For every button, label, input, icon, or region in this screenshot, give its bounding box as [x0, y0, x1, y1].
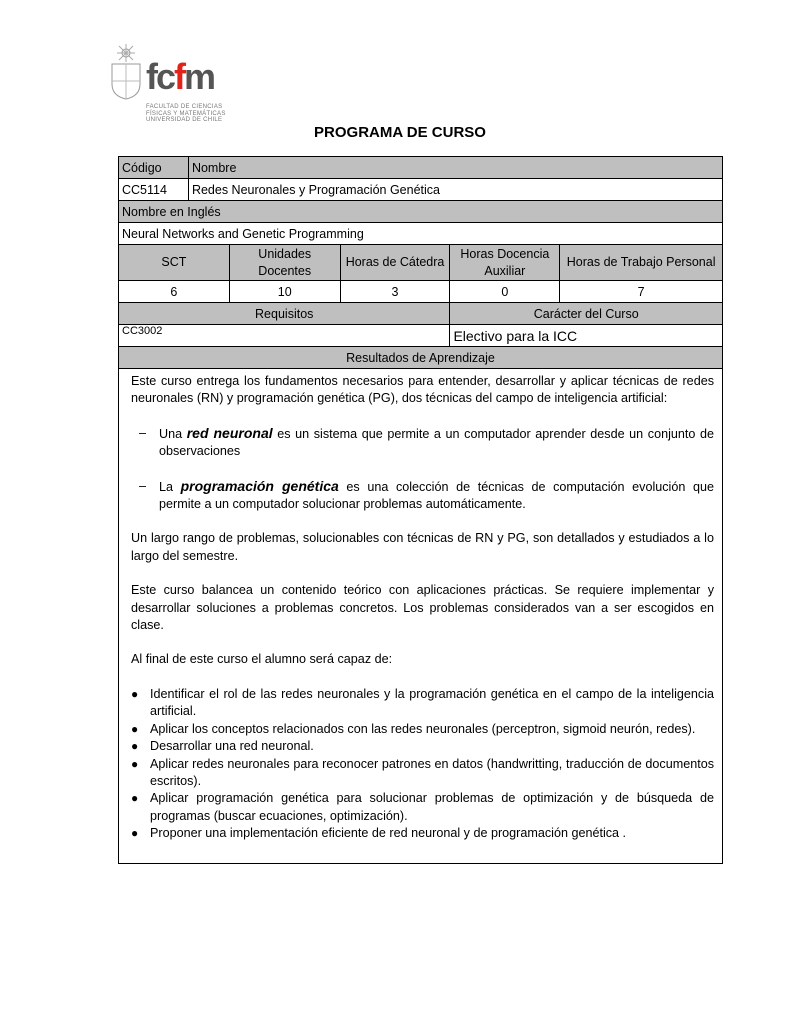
paragraph: Un largo rango de problemas, solucionables con técnicas de RN y PG, son detallados y estudiados a lo largo del semestre. [131, 531, 714, 563]
logo-wordmark: fcfm [146, 56, 215, 97]
resultados-content [119, 369, 723, 864]
resultados-label: Resultados de Aprendizaje [119, 347, 723, 369]
dash-marker: – [139, 478, 147, 493]
item-text: Aplicar los conceptos relacionados con las redes neuronales (perceptron, sigmoid neurón, redes). [150, 721, 696, 736]
bullet-icon: ● [131, 791, 139, 806]
personal-header: Horas de Trabajo Personal [560, 245, 723, 281]
list-item [131, 825, 714, 842]
requisitos-label: Requisitos [119, 303, 450, 325]
dash-marker: – [139, 425, 147, 440]
requisitos-value: CC3002 [119, 325, 450, 347]
fcfm-logo [108, 44, 233, 128]
university-crest-icon [108, 44, 144, 100]
item-text: Aplicar programación genética para solucionar problemas de optimización y de búsqueda de programas (buscar ecuaciones, optimización). [150, 791, 714, 823]
caracter-label: Carácter del Curso [450, 303, 723, 325]
bullet-icon: ● [131, 756, 139, 771]
caracter-value: Electivo para la ICC [450, 325, 723, 347]
bullet-icon: ● [131, 686, 139, 701]
codigo-label: Código [119, 157, 189, 179]
text: es un sistema que permite a un computador aprender desde un conjunto de observaciones [159, 426, 715, 459]
list-item [131, 756, 714, 791]
bullet-icon: ● [131, 826, 139, 841]
list-item [131, 790, 714, 825]
list-item [131, 738, 714, 755]
definition-item [139, 425, 714, 461]
paragraph: Este curso balancea un contenido teórico con aplicaciones prácticas. Se requiere implementar y desarrollar soluciones a problemas concretos. Los problemas considerados van a ser escogidos en clase. [131, 583, 714, 633]
unidades-header: Unidades Docentes [229, 245, 340, 281]
course-table [118, 156, 723, 864]
item-text: Identificar el rol de las redes neuronales y la programación genética en el campo de la inteligencia artificial. [150, 686, 714, 719]
personal-value: 7 [560, 281, 723, 303]
list-item [131, 686, 714, 721]
list-item [131, 721, 714, 738]
bullet-icon: ● [131, 739, 139, 754]
outcomes-list [131, 686, 714, 843]
intro-paragraph: Este curso entrega los fundamentos necesarios para entender, desarrollar y aplicar técnicas de redes neuronales (RN) y programación genética (PG), dos técnicas del campo de inteligencia artificial: [131, 374, 714, 406]
catedra-header: Horas de Cátedra [340, 245, 450, 281]
item-text: Desarrollar una red neuronal. [150, 739, 314, 754]
text: La [159, 479, 181, 494]
item-text: Proponer una implementación eficiente de red neuronal y de programación genética . [150, 826, 627, 841]
auxiliar-value: 0 [450, 281, 560, 303]
auxiliar-header: Horas Docencia Auxiliar [450, 245, 560, 281]
unidades-value: 10 [229, 281, 340, 303]
logo-subtitle: FACULTAD DE CIENCIAS FÍSICAS Y MATEMÁTICAS UNIVERSIDAD DE CHILE [146, 104, 226, 123]
nombre-label: Nombre [188, 157, 722, 179]
sct-header: SCT [119, 245, 230, 281]
nombre-value: Redes Neuronales y Programación Genética [188, 179, 722, 201]
page-title: PROGRAMA DE CURSO [314, 124, 486, 141]
item-text: Aplicar redes neuronales para reconocer patrones en datos (handwritting, traducción de documentos escritos). [150, 756, 714, 788]
emphasis: red neuronal [186, 424, 273, 441]
paragraph: Al final de este curso el alumno será capaz de: [131, 652, 393, 667]
codigo-value: CC5114 [119, 179, 189, 201]
bullet-icon: ● [131, 721, 139, 736]
emphasis: programación genética [180, 477, 339, 494]
catedra-value: 3 [340, 281, 450, 303]
text: es una colección de técnicas de computación evolución que permite a un computador solucionar problemas automáticamente. [159, 479, 714, 512]
definition-item [139, 478, 714, 514]
ingles-value: Neural Networks and Genetic Programming [119, 223, 723, 245]
ingles-label: Nombre en Inglés [119, 201, 723, 223]
sct-value: 6 [119, 281, 230, 303]
text: Una [159, 426, 187, 441]
